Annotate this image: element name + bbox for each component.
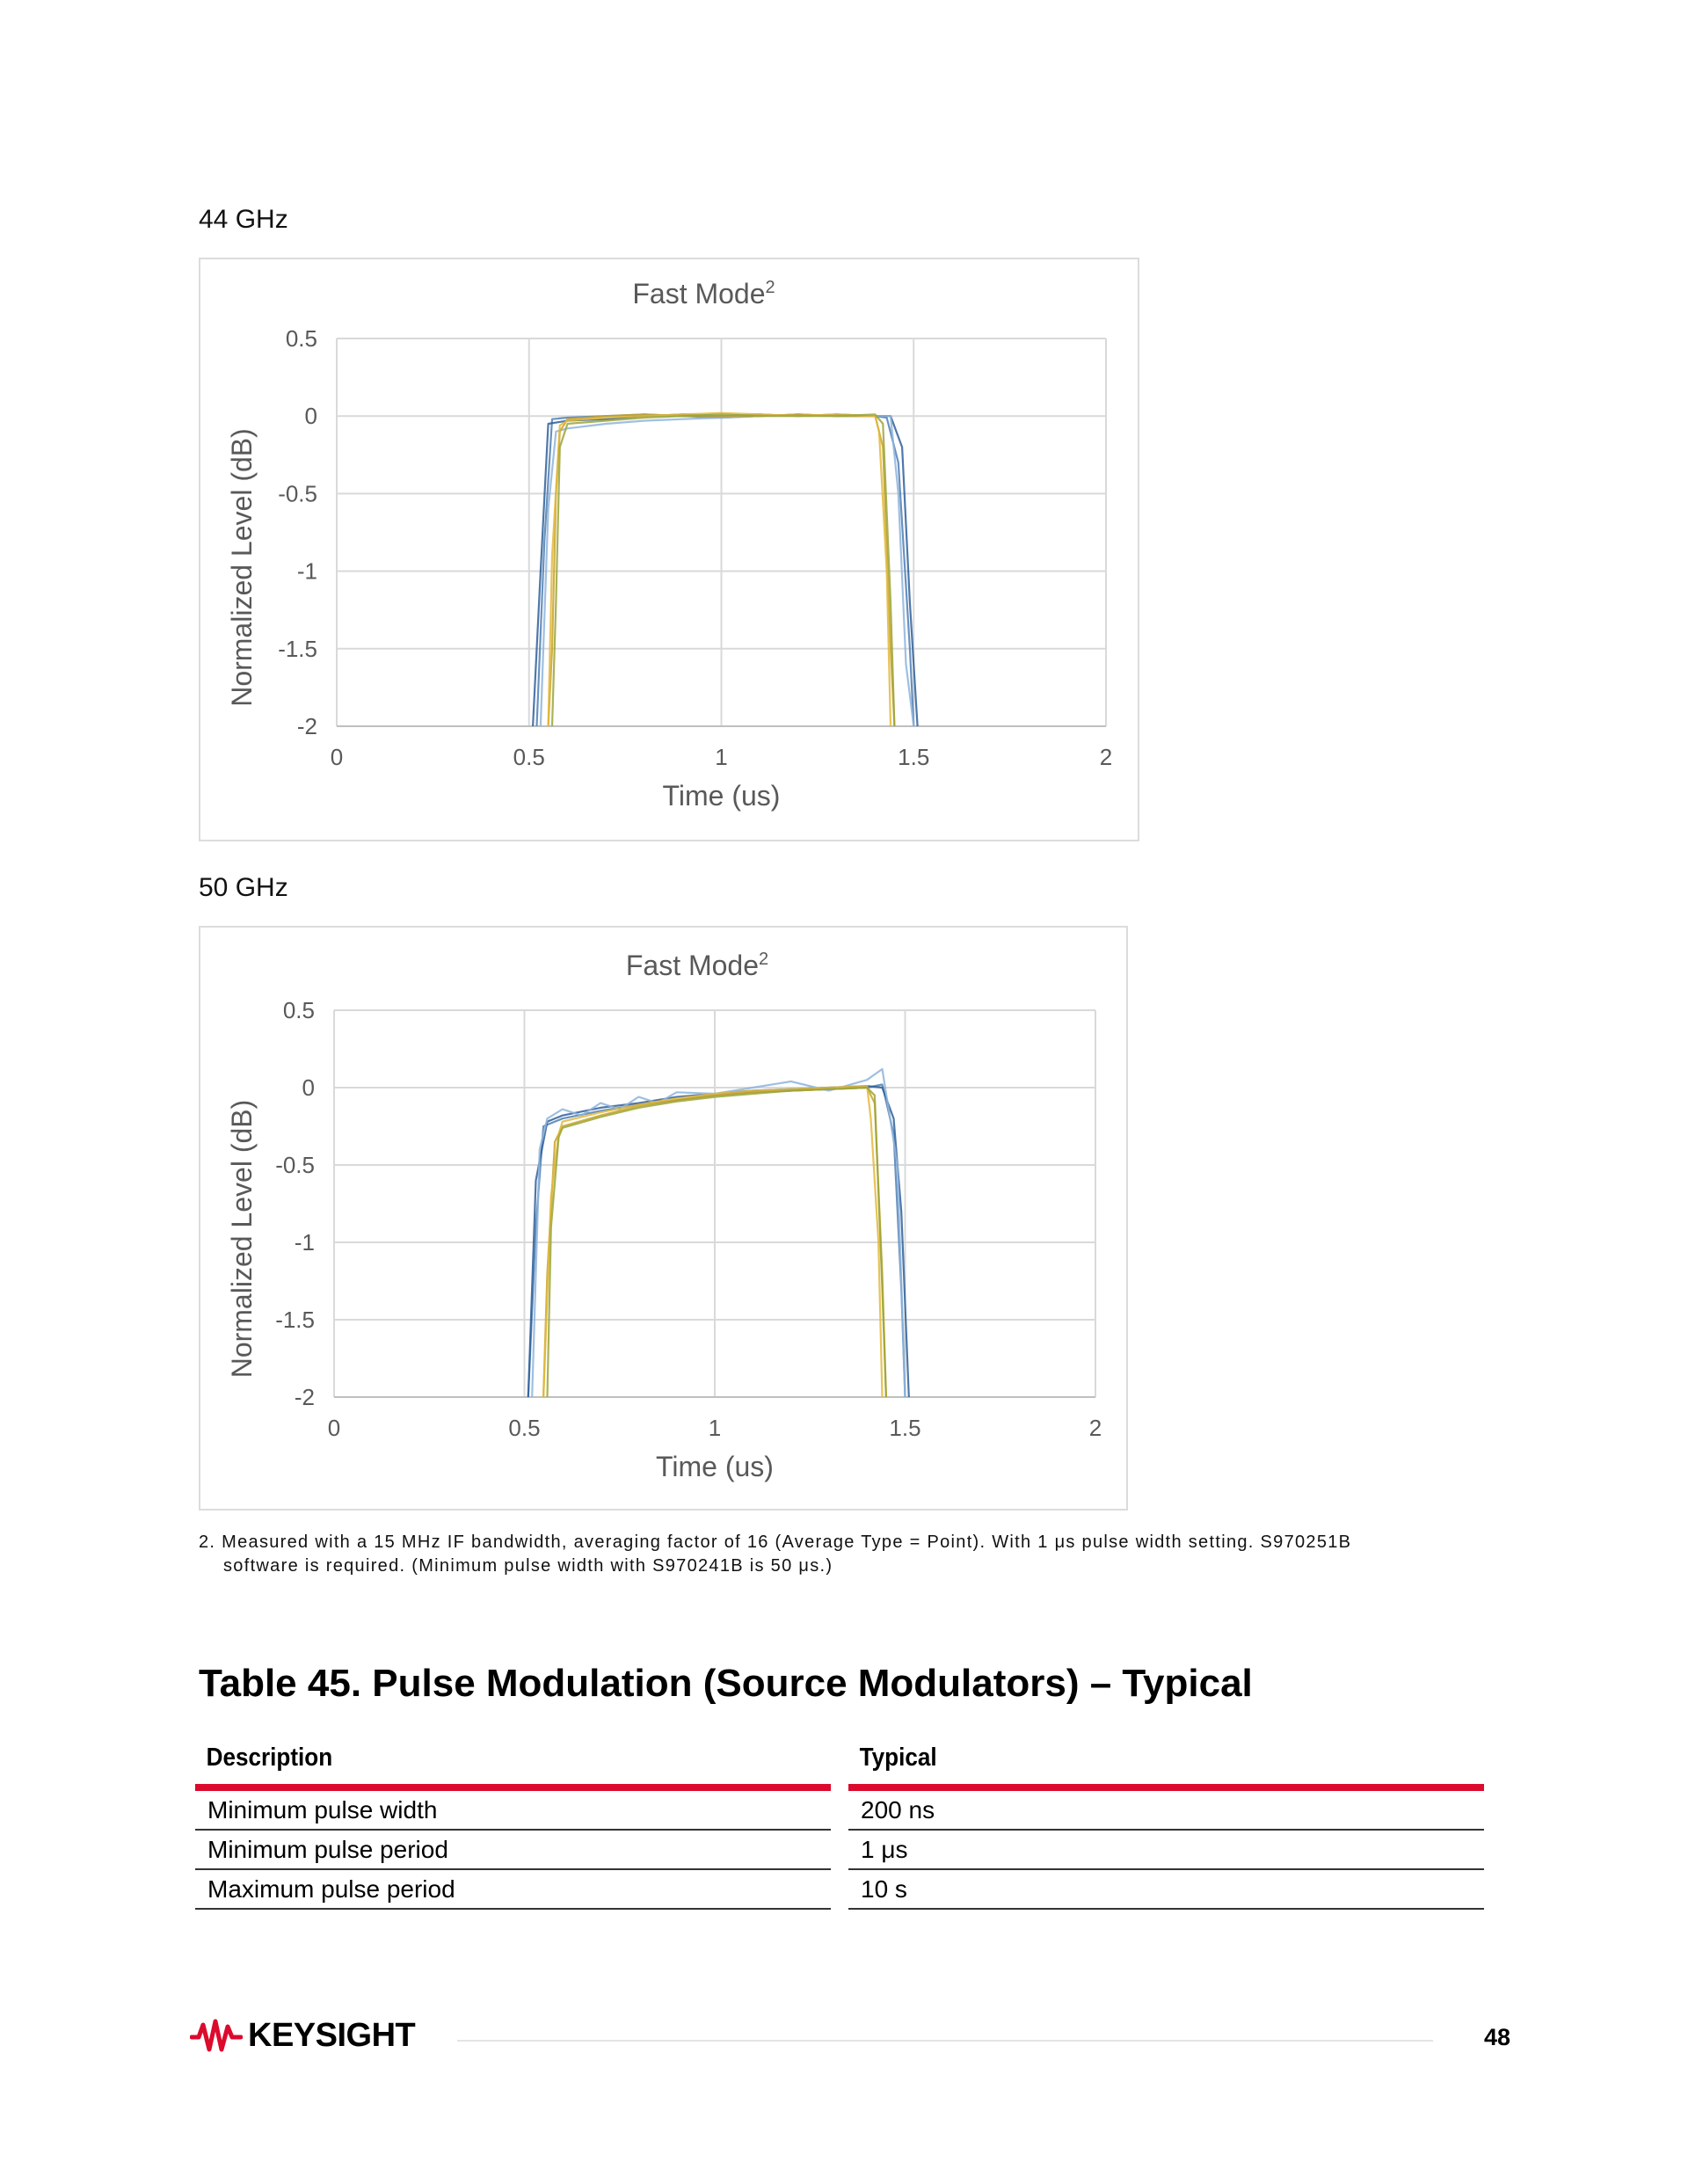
x-tick-label: 2: [1088, 1415, 1102, 1441]
page-number: 48: [1483, 2024, 1510, 2050]
brand-name: KEYSIGHT: [248, 2016, 416, 2054]
footnote-line-1: 2. Measured with a 15 MHz IF bandwidth, averaging factor of 16 (Average Type = Point). With 1 μs pulse width setting. S970251B: [199, 1532, 1352, 1552]
footnote-line-2: software is required. (Minimum pulse width with S970241B is 50 μs.): [223, 1556, 833, 1576]
section-label-50ghz: 50 GHz: [199, 873, 288, 902]
footer-divider: [457, 2040, 1433, 2042]
keysight-logo: [190, 2016, 415, 2055]
x-tick-label: 1: [708, 1415, 722, 1441]
table-header-typical: Typical: [859, 1744, 937, 1772]
x-tick-label: 1: [715, 744, 728, 770]
table-cell: 1 μs: [848, 1831, 1484, 1870]
y-tick-label: -0.5: [275, 1152, 315, 1178]
x-tick-label: 0: [327, 1415, 341, 1441]
table-title: Table 45. Pulse Modulation (Source Modulators) – Typical: [199, 1662, 1253, 1705]
series-line: [549, 413, 891, 726]
table-cell: Minimum pulse width: [195, 1791, 831, 1831]
y-tick-label: 0.5: [282, 997, 315, 1023]
y-tick-label: -1: [296, 557, 317, 585]
chart-svg-50ghz: [200, 928, 1130, 1512]
x-tick-label: 0.5: [513, 744, 545, 770]
x-tick-label: 0: [330, 744, 344, 770]
x-tick-label: 1.5: [889, 1415, 921, 1441]
chart-title-superscript: 2: [759, 950, 769, 969]
table-column-description: [195, 1736, 831, 1910]
y-tick-label: -1: [294, 1229, 315, 1256]
y-tick-label: -0.5: [278, 480, 317, 507]
x-tick-label: 0.5: [508, 1415, 541, 1441]
y-tick-label: -1.5: [278, 635, 317, 662]
table-header-description: Description: [206, 1744, 333, 1772]
y-tick-label: 0: [304, 403, 317, 430]
table-cell: Maximum pulse period: [195, 1870, 831, 1910]
chart-svg-44ghz: [200, 259, 1141, 843]
y-tick-label: 0: [302, 1074, 315, 1101]
chart-title-superscript: 2: [765, 278, 775, 297]
y-tick-label: 0.5: [285, 325, 317, 352]
y-tick-label: -1.5: [275, 1307, 315, 1333]
series-line: [528, 1085, 906, 1398]
chart-50ghz: [199, 926, 1128, 1511]
y-tick-label: -2: [294, 1384, 315, 1410]
table-cell: Minimum pulse period: [195, 1831, 831, 1870]
table-cell: 200 ns: [848, 1791, 1484, 1831]
keysight-wave-icon: [190, 2016, 243, 2055]
footnote: [199, 1531, 1491, 1578]
chart-title: Fast Mode$^2$: [625, 950, 769, 981]
y-tick-label: -2: [296, 713, 317, 739]
table-cell: 10 s: [848, 1870, 1484, 1910]
table-column-typical: [848, 1736, 1484, 1910]
chart-44ghz: [199, 258, 1139, 841]
x-axis-label: Time (us): [656, 1451, 774, 1482]
y-axis-label: Normalized Level (dB): [226, 428, 258, 707]
table-header-rule: [848, 1784, 1484, 1791]
x-axis-label: Time (us): [662, 780, 781, 812]
section-label-44ghz: 44 GHz: [199, 205, 288, 234]
x-tick-label: 2: [1099, 744, 1113, 770]
x-tick-label: 1.5: [898, 744, 930, 770]
chart-title: Fast Mode$^2$: [632, 278, 775, 309]
table-header-rule: [195, 1784, 831, 1791]
y-axis-label: Normalized Level (dB): [226, 1099, 258, 1379]
